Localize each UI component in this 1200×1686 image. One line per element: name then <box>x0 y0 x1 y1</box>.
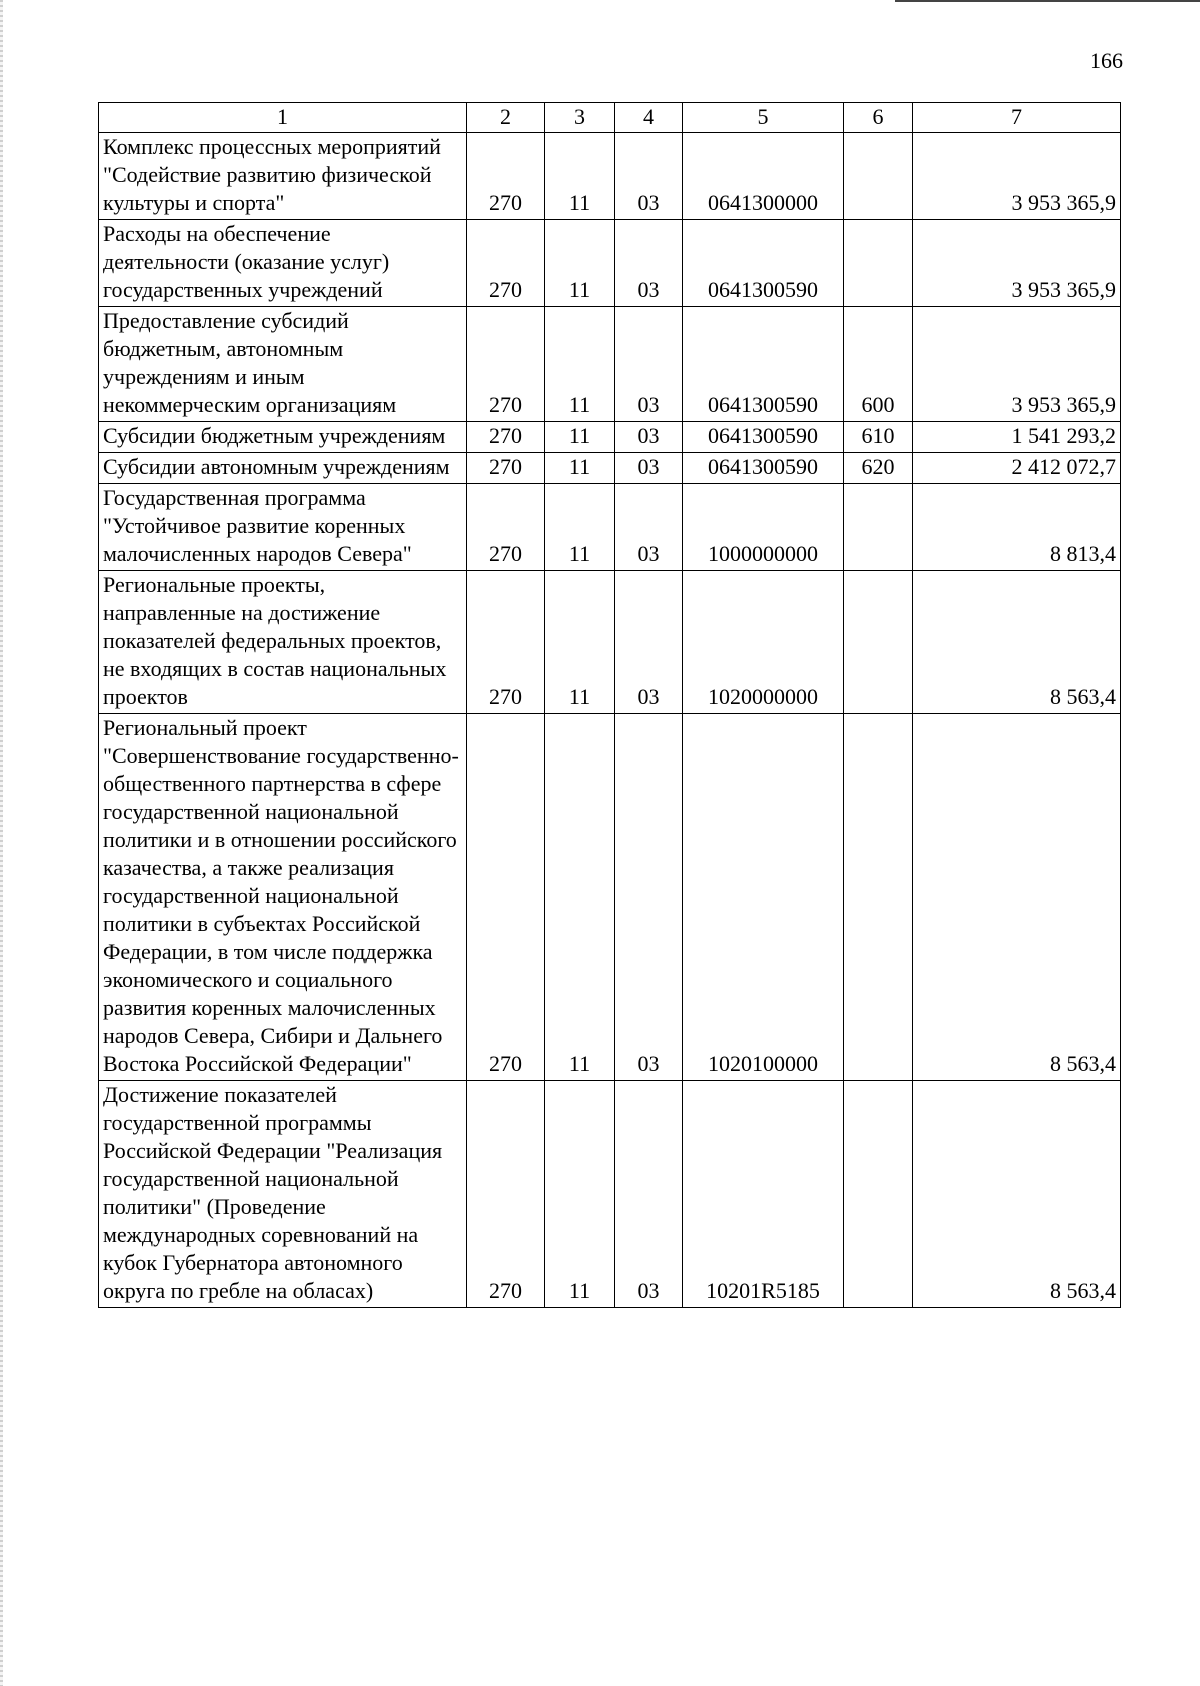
row-code-2: 270 <box>467 714 545 1081</box>
table-row <box>99 571 1121 714</box>
row-name: Достижение показателей государственной программы Российской Федерации "Реализация государственной национальной политики" (Проведение международных соревнований на кубок Губернатора автономного округа по гребле на обласах) <box>99 1081 467 1308</box>
row-code-4: 03 <box>615 453 683 484</box>
row-code-2: 270 <box>467 307 545 422</box>
header-col-7: 7 <box>913 103 1121 133</box>
row-code-4: 03 <box>615 1081 683 1308</box>
header-col-2: 2 <box>467 103 545 133</box>
row-name: Субсидии бюджетным учреждениям <box>99 422 467 453</box>
row-amount: 8 563,4 <box>913 571 1121 714</box>
row-code-5: 0641300590 <box>683 453 844 484</box>
row-amount: 8 563,4 <box>913 714 1121 1081</box>
row-amount: 8 563,4 <box>913 1081 1121 1308</box>
row-amount: 3 953 365,9 <box>913 307 1121 422</box>
row-code-4: 03 <box>615 484 683 571</box>
table-row <box>99 422 1121 453</box>
row-code-4: 03 <box>615 307 683 422</box>
row-name: Региональный проект "Совершенствование государственно-общественного партнерства в сфере государственной национальной политики и в отношении российского казачества, а также реализация государственной национальной политики в субъектах Российской Федерации, в том числе поддержка экономического и социального развития коренных малочисленных народов Севера, Сибири и Дальнего Востока Российской Федерации" <box>99 714 467 1081</box>
row-code-3: 11 <box>545 571 615 714</box>
row-code-2: 270 <box>467 1081 545 1308</box>
row-code-2: 270 <box>467 133 545 220</box>
row-code-6: 610 <box>844 422 913 453</box>
row-amount: 3 953 365,9 <box>913 133 1121 220</box>
header-col-3: 3 <box>545 103 615 133</box>
row-code-6: 620 <box>844 453 913 484</box>
row-code-5: 1020100000 <box>683 714 844 1081</box>
row-name: Комплекс процессных мероприятий "Содействие развитию физической культуры и спорта" <box>99 133 467 220</box>
row-amount: 1 541 293,2 <box>913 422 1121 453</box>
row-code-5: 10201R5185 <box>683 1081 844 1308</box>
row-name: Предоставление субсидий бюджетным, автономным учреждениям и иным некоммерческим организациям <box>99 307 467 422</box>
row-code-4: 03 <box>615 714 683 1081</box>
scan-edge <box>0 0 3 1686</box>
budget-table <box>98 102 1121 1308</box>
row-code-2: 270 <box>467 571 545 714</box>
row-code-6 <box>844 220 913 307</box>
row-amount: 3 953 365,9 <box>913 220 1121 307</box>
row-code-3: 11 <box>545 422 615 453</box>
row-code-3: 11 <box>545 484 615 571</box>
row-code-4: 03 <box>615 422 683 453</box>
row-amount: 2 412 072,7 <box>913 453 1121 484</box>
row-code-5: 1000000000 <box>683 484 844 571</box>
table-row <box>99 714 1121 1081</box>
row-code-5: 0641300590 <box>683 220 844 307</box>
header-col-6: 6 <box>844 103 913 133</box>
table-row <box>99 220 1121 307</box>
row-code-5: 1020000000 <box>683 571 844 714</box>
row-code-6 <box>844 714 913 1081</box>
row-name: Субсидии автономным учреждениям <box>99 453 467 484</box>
table-row <box>99 133 1121 220</box>
header-col-4: 4 <box>615 103 683 133</box>
header-col-5: 5 <box>683 103 844 133</box>
table-row <box>99 1081 1121 1308</box>
header-col-1: 1 <box>99 103 467 133</box>
row-code-5: 0641300590 <box>683 307 844 422</box>
row-code-3: 11 <box>545 220 615 307</box>
row-code-4: 03 <box>615 220 683 307</box>
table-row <box>99 484 1121 571</box>
row-code-3: 11 <box>545 307 615 422</box>
page-number: 166 <box>1090 48 1123 73</box>
row-name: Расходы на обеспечение деятельности (оказание услуг) государственных учреждений <box>99 220 467 307</box>
row-code-6: 600 <box>844 307 913 422</box>
table-row <box>99 307 1121 422</box>
row-code-6 <box>844 484 913 571</box>
row-code-4: 03 <box>615 571 683 714</box>
top-rule <box>895 0 1200 2</box>
row-code-2: 270 <box>467 453 545 484</box>
row-code-3: 11 <box>545 133 615 220</box>
row-code-5: 0641300000 <box>683 133 844 220</box>
row-code-6 <box>844 571 913 714</box>
row-code-6 <box>844 1081 913 1308</box>
table-row <box>99 453 1121 484</box>
row-code-2: 270 <box>467 484 545 571</box>
row-amount: 8 813,4 <box>913 484 1121 571</box>
row-code-4: 03 <box>615 133 683 220</box>
row-name: Государственная программа "Устойчивое развитие коренных малочисленных народов Севера" <box>99 484 467 571</box>
row-code-5: 0641300590 <box>683 422 844 453</box>
row-code-6 <box>844 133 913 220</box>
row-code-2: 270 <box>467 220 545 307</box>
header-row <box>99 103 1121 133</box>
row-code-3: 11 <box>545 453 615 484</box>
row-name: Региональные проекты, направленные на достижение показателей федеральных проектов, не входящих в состав национальных проектов <box>99 571 467 714</box>
row-code-2: 270 <box>467 422 545 453</box>
row-code-3: 11 <box>545 714 615 1081</box>
row-code-3: 11 <box>545 1081 615 1308</box>
